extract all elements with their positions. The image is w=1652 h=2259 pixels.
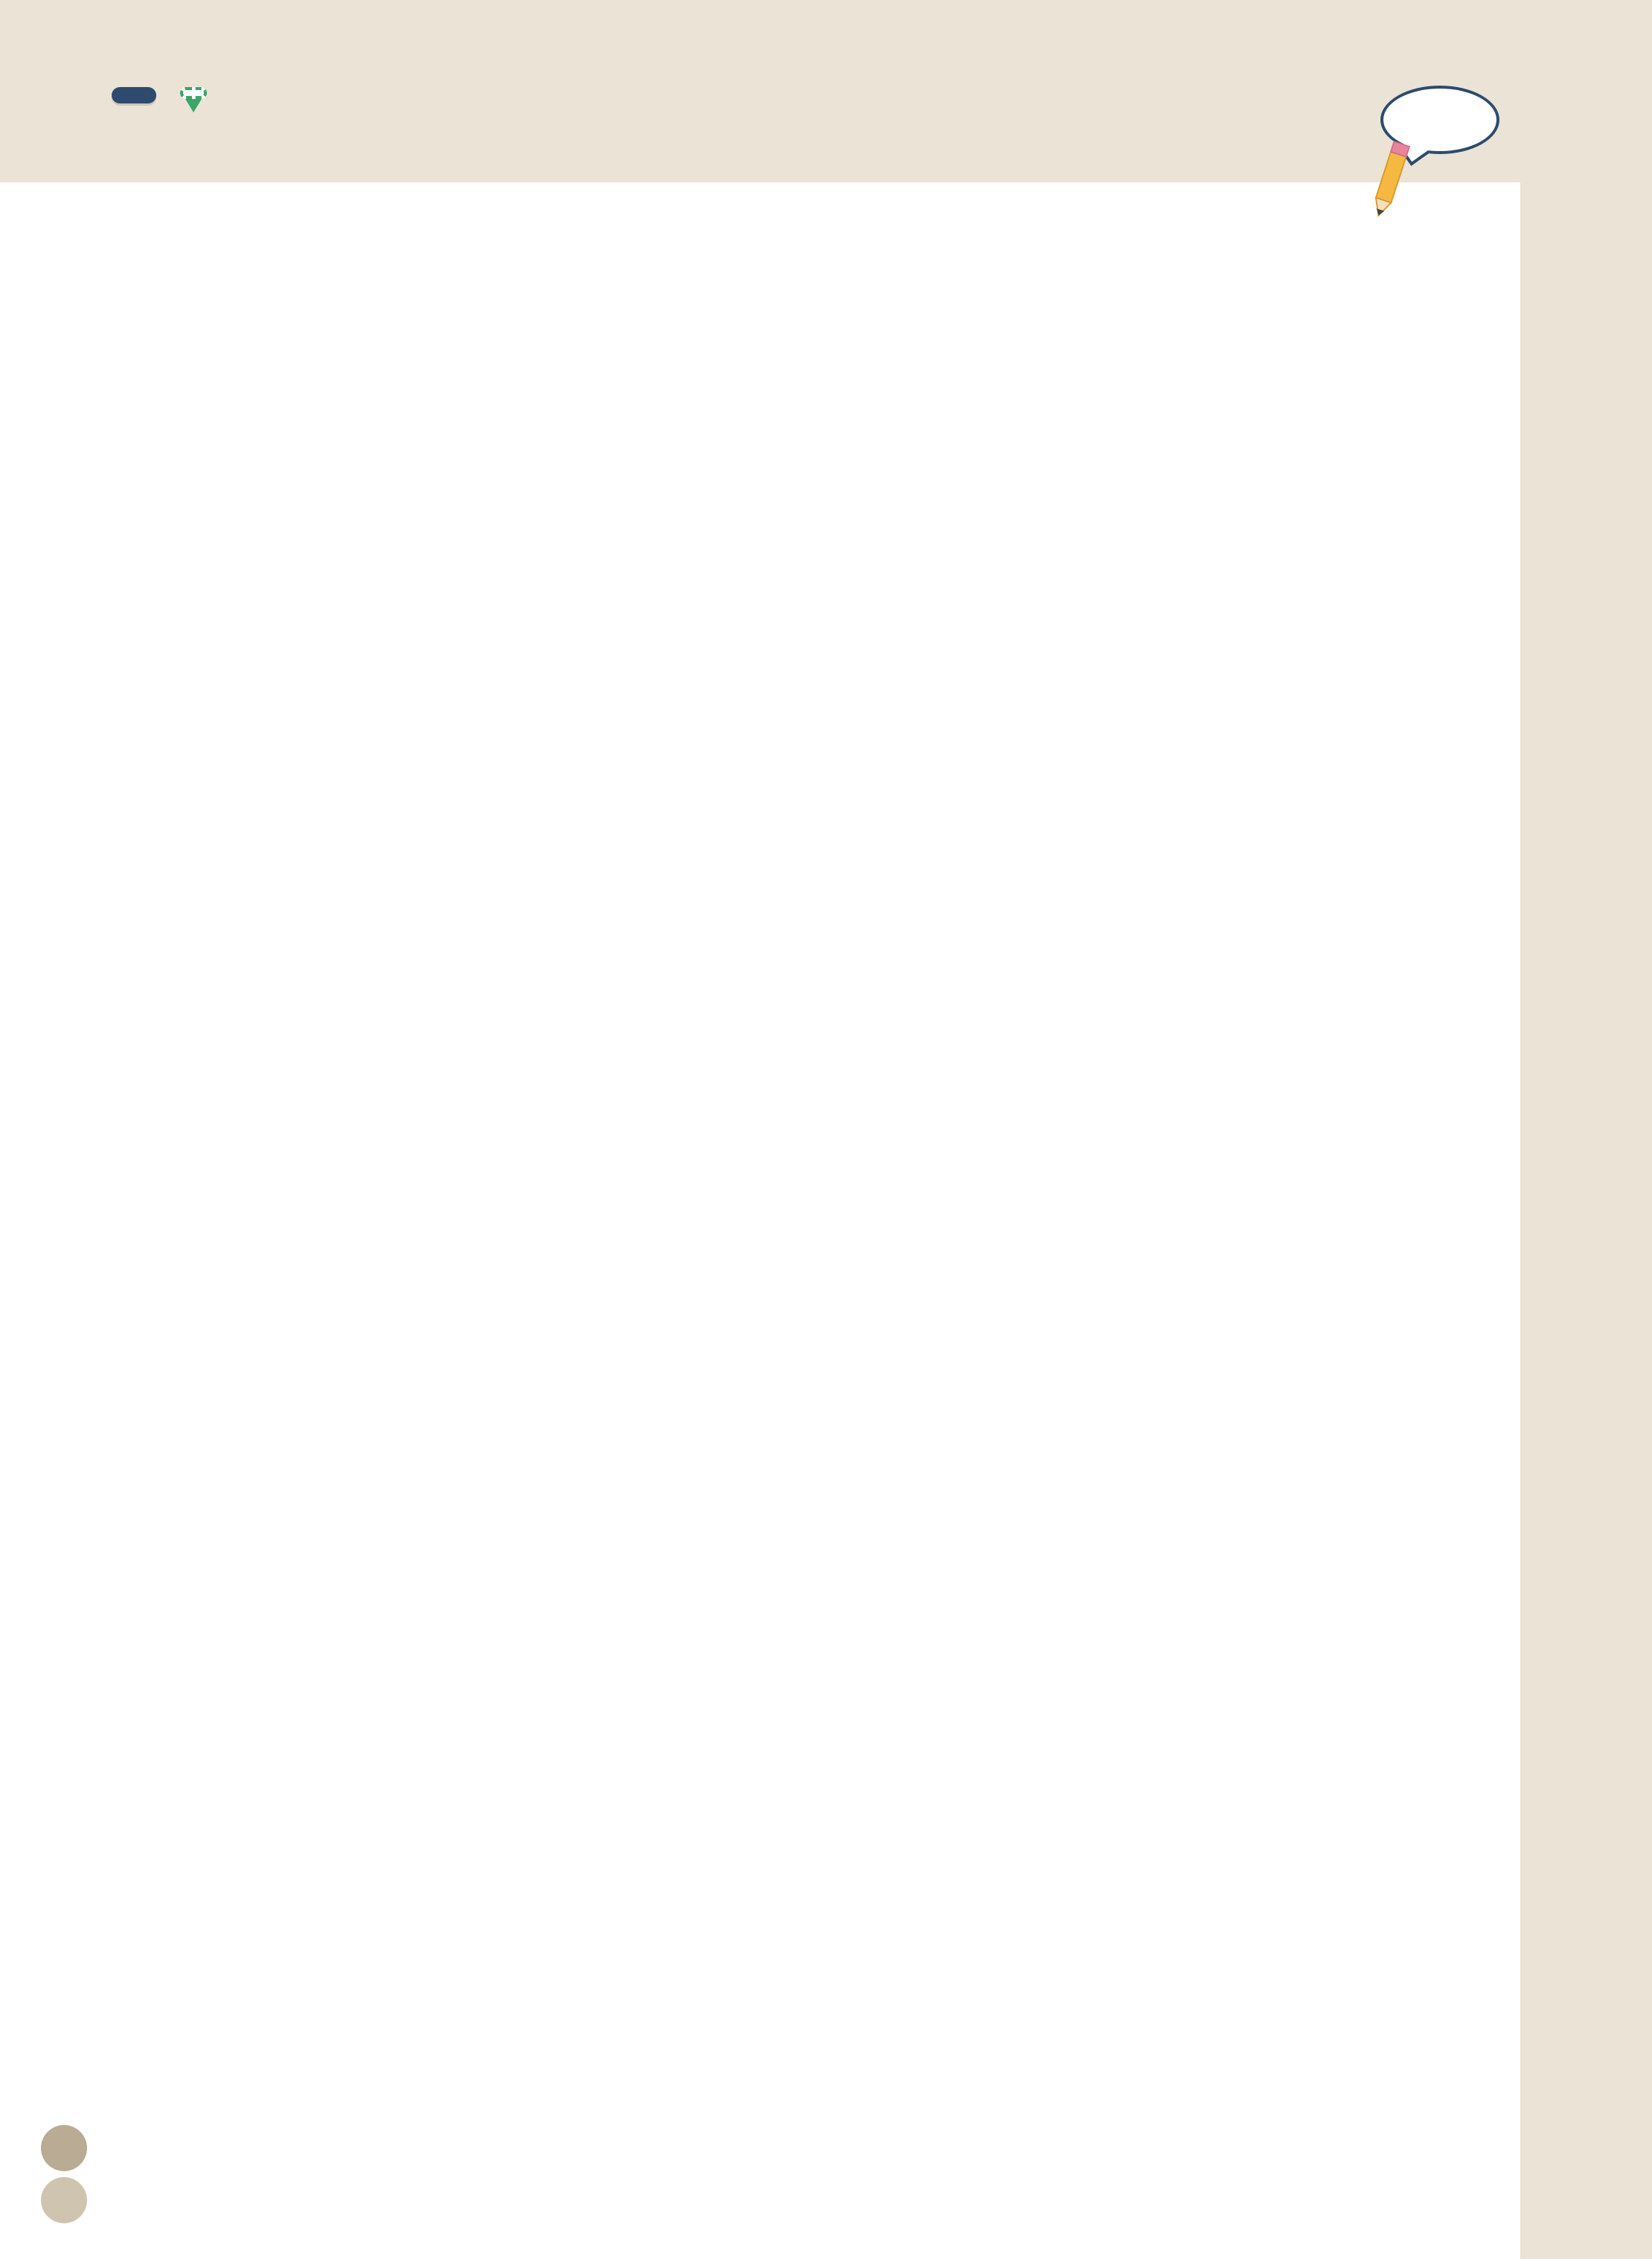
page-number-right <box>41 2177 87 2223</box>
page-title <box>112 71 211 119</box>
title-text <box>176 71 211 119</box>
page-number-left <box>41 2125 87 2171</box>
step-badge <box>112 87 156 103</box>
pencil-icon <box>1364 139 1415 226</box>
title-highlight-box <box>180 87 207 99</box>
